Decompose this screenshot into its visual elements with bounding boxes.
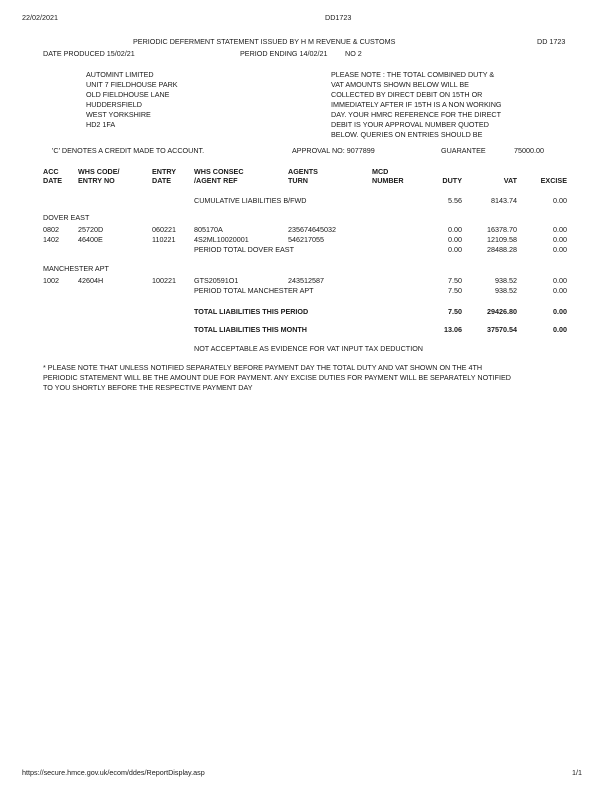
notice-line: BELOW. QUERIES ON ENTRIES SHOULD BE — [331, 130, 483, 139]
col-acc-date: ACC DATE — [43, 167, 63, 185]
notice-line: DEBIT IS YOUR APPROVAL NUMBER QUOTED — [331, 120, 489, 129]
section-name: MANCHESTER APT — [43, 264, 109, 273]
notice-line: IMMEDIATELY AFTER IF 15TH IS A NON WORKING — [331, 100, 502, 109]
footnote — [43, 363, 511, 393]
address-line: UNIT 7 FIELDHOUSE PARK — [86, 80, 178, 89]
notice-block — [331, 70, 502, 140]
address-line: HUDDERSFIELD — [86, 100, 142, 109]
print-date: 22/02/2021 — [22, 13, 58, 22]
col-whs-code: WHS CODE/ ENTRY NO — [78, 167, 120, 185]
col-entry-date: ENTRY DATE — [152, 167, 177, 185]
vat-evidence-notice: NOT ACCEPTABLE AS EVIDENCE FOR VAT INPUT TAX DEDUCTION — [194, 344, 423, 353]
col-duty: DUTY — [442, 176, 462, 185]
section-name: DOVER EAST — [43, 213, 90, 222]
notice-line: DAY. YOUR HMRC REFERENCE FOR THE DIRECT — [331, 110, 501, 119]
notice-line: VAT AMOUNTS SHOWN BELOW WILL BE — [331, 80, 469, 89]
notice-line: PLEASE NOTE : THE TOTAL COMBINED DUTY & — [331, 70, 495, 79]
guarantee-value: 75000.00 — [514, 146, 544, 155]
cumulative-duty: 5.56 — [448, 196, 462, 205]
address-line: OLD FIELDHOUSE LANE — [86, 90, 170, 99]
date-produced: DATE PRODUCED 15/02/21 — [43, 49, 135, 58]
guarantee-label: GUARANTEE — [441, 146, 486, 155]
address-line: WEST YORKSHIRE — [86, 110, 151, 119]
footnote-line: TO YOU SHORTLY BEFORE THE RESPECTIVE PAYMENT DAY — [43, 383, 253, 392]
address-line: AUTOMINT LIMITED — [86, 70, 154, 79]
credit-note: 'C' DENOTES A CREDIT MADE TO ACCOUNT. — [52, 146, 205, 155]
approval-number: APPROVAL NO: 9077899 — [292, 146, 375, 155]
cumulative-vat: 8143.74 — [491, 196, 517, 205]
print-page-title: DD1723 — [325, 13, 352, 22]
address-block — [86, 70, 178, 130]
col-excise: EXCISE — [540, 176, 567, 185]
period-ending: PERIOD ENDING 14/02/21 — [240, 49, 328, 58]
address-line: HD2 1FA — [86, 120, 116, 129]
notice-line: COLLECTED BY DIRECT DEBIT ON 15TH OR — [331, 90, 483, 99]
period-number: NO 2 — [345, 49, 362, 58]
statement-title: PERIODIC DEFERMENT STATEMENT ISSUED BY H M REVENUE & CUSTOMS — [133, 37, 396, 46]
cumulative-label: CUMULATIVE LIABILITIES B/FWD — [194, 196, 307, 205]
print-url: https://secure.hmce.gov.uk/ecom/ddes/ReportDisplay.asp — [22, 768, 205, 777]
col-whs-consec: WHS CONSEC /AGENT REF — [194, 167, 244, 185]
col-agents-turn: AGENTS TURN — [288, 167, 318, 185]
footnote-line: PERIODIC STATEMENT WILL BE THE AMOUNT DUE FOR PAYMENT. ANY EXCISE DUTIES FOR PAYMENT WILL BE SEPARATELY NOTIFIED — [43, 373, 511, 382]
col-mcd-number: MCD NUMBER — [372, 167, 404, 185]
statement-ref: DD 1723 — [537, 37, 566, 46]
cumulative-excise: 0.00 — [553, 196, 567, 205]
footnote-line: * PLEASE NOTE THAT UNLESS NOTIFIED SEPARATELY BEFORE PAYMENT DAY THE TOTAL DUTY AND VAT SHOWN ON THE 4TH — [43, 363, 483, 372]
print-page-count: 1/1 — [572, 768, 582, 777]
col-vat: VAT — [503, 176, 517, 185]
